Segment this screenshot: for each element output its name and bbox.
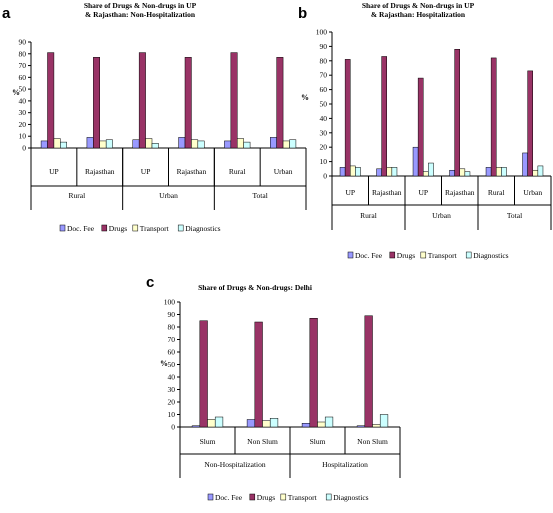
legend-entry: Drugs — [396, 251, 416, 260]
bar-doc-fee-5 — [270, 137, 276, 148]
y-tick-label: 70 — [167, 335, 175, 344]
bar-drugs-1 — [255, 322, 263, 427]
y-tick-label: 70 — [319, 70, 327, 80]
chart-panel-a — [2, 1, 306, 233]
legend-entry: Doc. Fee — [67, 224, 95, 233]
legend-entry: Transport — [427, 251, 457, 260]
legend-swatch — [178, 225, 183, 231]
bar-doc-fee-1 — [377, 169, 382, 176]
group-label: Rural — [360, 211, 377, 220]
legend-swatch — [250, 494, 255, 500]
y-tick-label: 80 — [167, 322, 175, 332]
bar-diagnostics-4 — [501, 167, 506, 176]
y-axis-label: % — [301, 93, 309, 102]
legend-entry: Transport — [287, 493, 317, 502]
category-label: Rajasthan — [444, 188, 475, 197]
group-label: Non-Hospitalization — [204, 460, 266, 469]
y-axis-label: % — [12, 88, 20, 97]
chart-title-line: & Rajasthan: Non-Hospitalization — [84, 10, 196, 19]
bar-diagnostics-5 — [538, 166, 543, 176]
bar-diagnostics-0 — [355, 167, 360, 176]
y-tick-label: 40 — [18, 96, 26, 106]
panel-letter: b — [298, 5, 308, 22]
bar-doc-fee-2 — [302, 423, 310, 427]
y-tick-label: 90 — [319, 41, 327, 51]
bar-doc-fee-3 — [179, 137, 185, 148]
category-label: UP — [345, 188, 356, 197]
bar-drugs-3 — [185, 57, 191, 148]
bar-doc-fee-3 — [450, 170, 455, 176]
y-tick-label: 60 — [167, 347, 175, 357]
category-label: Rajasthan — [84, 167, 115, 176]
y-tick-label: 30 — [18, 108, 26, 118]
bar-drugs-2 — [310, 318, 318, 427]
bar-transport-0 — [350, 166, 355, 176]
bar-drugs-5 — [528, 71, 533, 176]
bar-transport-1 — [100, 141, 106, 148]
bar-drugs-0 — [48, 53, 54, 148]
bar-diagnostics-1 — [392, 167, 397, 176]
bar-doc-fee-2 — [133, 140, 139, 148]
group-label: Hospitalization — [322, 460, 368, 469]
y-tick-label: 30 — [319, 128, 327, 138]
y-tick-label: 70 — [18, 61, 26, 71]
legend-swatch — [60, 225, 65, 231]
legend-entry: Doc. Fee — [355, 251, 383, 260]
y-tick-label: 40 — [319, 113, 327, 123]
legend-swatch — [326, 494, 331, 500]
group-label: Urban — [432, 211, 451, 220]
bar-diagnostics-3 — [380, 415, 388, 428]
legend-entry: Diagnostics — [185, 224, 221, 233]
bar-drugs-3 — [455, 49, 460, 176]
bar-diagnostics-1 — [270, 418, 278, 427]
group-label: Total — [506, 211, 523, 220]
y-tick-label: 0 — [171, 422, 175, 432]
category-label: Non Slum — [247, 437, 278, 446]
category-label: Rajasthan — [371, 188, 402, 197]
bar-drugs-2 — [139, 53, 145, 148]
bar-transport-3 — [460, 169, 465, 176]
category-label: Urban — [523, 188, 543, 197]
bar-transport-2 — [423, 172, 428, 176]
y-tick-label: 50 — [319, 99, 327, 109]
y-tick-label: 20 — [167, 397, 175, 407]
bar-diagnostics-2 — [152, 143, 158, 148]
legend-swatch — [208, 494, 213, 500]
bar-diagnostics-0 — [215, 417, 223, 427]
y-tick-label: 10 — [18, 131, 26, 141]
category-label: Rajasthan — [176, 167, 207, 176]
category-label: Non Slum — [357, 437, 388, 446]
bar-transport-2 — [146, 139, 152, 148]
y-tick-label: 100 — [163, 297, 175, 307]
group-label: Urban — [159, 191, 178, 200]
bar-diagnostics-2 — [325, 417, 333, 427]
y-tick-label: 60 — [18, 72, 26, 82]
y-tick-label: 30 — [167, 385, 175, 394]
legend-entry: Diagnostics — [333, 493, 369, 502]
chart-panel-c — [146, 274, 400, 502]
category-label: Rural — [228, 167, 246, 176]
bar-drugs-2 — [418, 78, 423, 176]
bar-transport-3 — [373, 425, 381, 428]
bar-diagnostics-0 — [60, 142, 66, 148]
bar-doc-fee-0 — [192, 426, 200, 427]
legend-entry: Doc. Fee — [215, 493, 243, 502]
y-tick-label: 50 — [167, 360, 175, 369]
bar-diagnostics-5 — [290, 140, 296, 148]
bar-doc-fee-2 — [413, 147, 418, 176]
bar-diagnostics-4 — [244, 142, 250, 148]
bar-diagnostics-2 — [428, 163, 433, 176]
category-label: Rural — [487, 188, 505, 197]
legend-swatch — [133, 225, 138, 231]
y-tick-label: 10 — [319, 157, 327, 167]
y-tick-label: 20 — [319, 142, 327, 152]
bar-doc-fee-1 — [87, 137, 93, 148]
bar-drugs-1 — [93, 57, 99, 148]
chart-title-line: Share of Drugs & Non-drugs in UP — [361, 1, 475, 10]
bar-drugs-3 — [365, 316, 373, 427]
bar-transport-3 — [191, 140, 197, 148]
legend-entry: Drugs — [108, 224, 128, 233]
bar-transport-1 — [387, 167, 392, 176]
y-tick-label: 20 — [18, 119, 26, 129]
chart-title-line: Share of Drugs & Non-drugs in UP — [83, 1, 197, 10]
y-tick-label: 90 — [167, 310, 175, 319]
bar-transport-4 — [237, 139, 243, 148]
group-label: Rural — [68, 191, 86, 200]
category-label: UP — [418, 188, 429, 197]
group-label: Total — [252, 191, 268, 200]
y-tick-label: 80 — [319, 56, 327, 66]
bar-doc-fee-1 — [247, 420, 255, 428]
legend-swatch — [390, 252, 395, 258]
bar-drugs-0 — [200, 321, 208, 427]
y-tick-label: 0 — [323, 171, 327, 181]
category-label: Slum — [199, 437, 216, 446]
category-label: Slum — [309, 437, 326, 446]
y-tick-label: 40 — [167, 372, 175, 382]
bar-transport-5 — [283, 141, 289, 148]
legend-swatch — [348, 252, 353, 258]
bar-doc-fee-4 — [224, 141, 230, 148]
bar-drugs-0 — [345, 59, 350, 176]
y-tick-label: 10 — [167, 410, 175, 419]
bar-transport-5 — [533, 170, 538, 176]
chart-title-line: & Rajasthan: Hospitalization — [370, 10, 466, 19]
bar-drugs-1 — [382, 56, 387, 176]
bar-drugs-4 — [231, 53, 237, 148]
bar-transport-4 — [496, 167, 501, 176]
bar-doc-fee-4 — [486, 167, 491, 176]
bar-doc-fee-3 — [357, 426, 365, 427]
bar-doc-fee-5 — [523, 153, 528, 176]
bar-drugs-5 — [277, 57, 283, 148]
legend-entry: Transport — [139, 224, 169, 233]
y-tick-label: 100 — [315, 27, 327, 37]
legend-swatch — [102, 225, 107, 231]
bar-diagnostics-3 — [465, 172, 470, 176]
legend-swatch — [281, 494, 286, 500]
y-axis-label: % — [160, 359, 168, 368]
bar-transport-2 — [318, 422, 326, 427]
bar-transport-0 — [54, 139, 60, 148]
legend-swatch — [466, 252, 471, 258]
legend-entry: Diagnostics — [473, 251, 509, 260]
panel-letter: a — [2, 5, 11, 22]
legend-entry: Drugs — [256, 493, 276, 502]
panel-letter: c — [146, 274, 155, 291]
chart-title-line: Share of Drugs & Non-drugs: Delhi — [198, 283, 312, 292]
category-label: Urban — [273, 167, 293, 176]
y-tick-label: 0 — [22, 143, 26, 153]
bar-diagnostics-3 — [198, 141, 204, 148]
bar-drugs-4 — [491, 58, 496, 176]
bar-doc-fee-0 — [41, 141, 47, 148]
y-tick-label: 80 — [18, 49, 26, 59]
legend-swatch — [421, 252, 426, 258]
chart-panel-b — [298, 1, 551, 260]
bar-diagnostics-1 — [106, 140, 112, 148]
category-label: UP — [140, 167, 151, 176]
y-tick-label: 60 — [319, 85, 327, 95]
y-tick-label: 50 — [18, 84, 26, 94]
category-label: UP — [49, 167, 59, 176]
bar-doc-fee-0 — [340, 167, 345, 176]
y-tick-label: 90 — [18, 37, 26, 47]
bar-transport-1 — [263, 421, 271, 427]
bar-transport-0 — [208, 420, 216, 428]
